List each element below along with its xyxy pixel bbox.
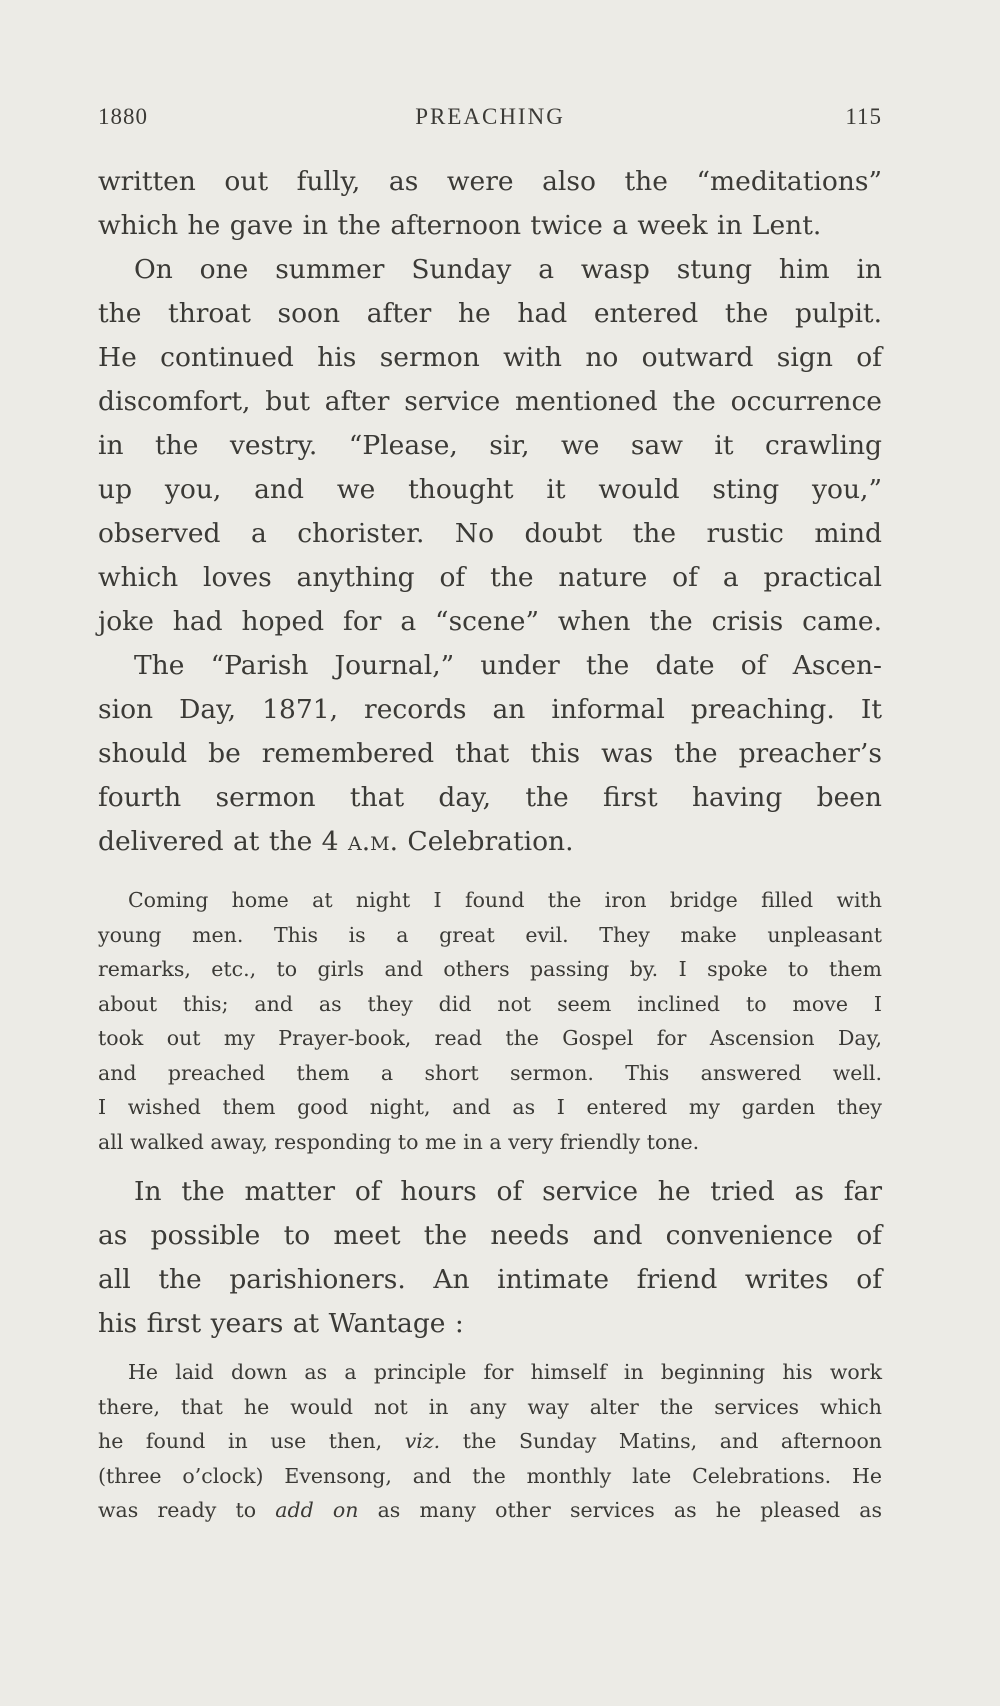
text-line: which he gave in the afternoon twice a week in Lent.	[98, 210, 822, 241]
text-fragment: Celebration.	[398, 826, 574, 857]
quote-line: there, that he would not in any way alter the services which	[98, 1394, 882, 1419]
text-fragment: delivered at the 4	[98, 826, 348, 857]
quote-line: (three o’clock) Evensong, and the monthly late Celebrations. He	[98, 1463, 882, 1488]
quote-line: remarks, etc., to girls and others passing by. I spoke to them	[98, 957, 882, 981]
quote-line: young men. This is a great evil. They make unpleasant	[98, 922, 882, 947]
running-header	[98, 104, 882, 138]
text-line: the throat soon after he had entered the pulpit.	[98, 298, 882, 329]
friend-quote	[98, 1355, 882, 1528]
text-fragment: was ready to	[98, 1498, 276, 1522]
quote-line: took out my Prayer-book, read the Gospel for Ascension Day,	[98, 1026, 882, 1050]
text-line: He continued his sermon with no outward sign of	[98, 342, 882, 373]
italic-text: viz.	[404, 1429, 441, 1453]
text-line: which loves anything of the nature of a practical	[98, 562, 882, 593]
prose-block-2	[98, 1170, 882, 1346]
text-line: In the matter of hours of service he tried as far	[134, 1176, 882, 1207]
quote-line: He laid down as a principle for himself in beginning his work	[128, 1360, 882, 1384]
text-line: should be remembered that this was the preacher’s	[98, 738, 882, 769]
prose-block-1	[98, 160, 882, 864]
text-line: written out fully, as were also the “meditations”	[98, 166, 882, 197]
italic-text: add on	[275, 1498, 359, 1522]
text-line: observed a chorister. No doubt the rustic mind	[98, 518, 882, 549]
page-number: 115	[845, 104, 882, 129]
text-fragment: as many other services as he pleased as	[358, 1498, 883, 1522]
text-fragment: he found in use then,	[98, 1429, 405, 1453]
text-line: sion Day, 1871, records an informal preaching. It	[98, 694, 882, 725]
text-line: The “Parish Journal,” under the date of Ascen-	[134, 650, 882, 681]
text-line: all the parishioners. An intimate friend writes of	[98, 1264, 882, 1295]
text-fragment: the Sunday Matins, and afternoon	[440, 1429, 882, 1453]
text-line: joke had hoped for a “scene” when the crisis came.	[98, 606, 882, 637]
journal-quote	[98, 883, 882, 1159]
quote-line: about this; and as they did not seem inclined to move I	[98, 991, 882, 1016]
text-line: discomfort, but after service mentioned the occurrence	[98, 386, 882, 417]
text-line: up you, and we thought it would sting you,”	[98, 474, 882, 505]
text-line: as possible to meet the needs and convenience of	[98, 1220, 882, 1251]
quote-line	[98, 1424, 882, 1459]
text-line	[98, 820, 882, 864]
time-abbrev: a.m.	[347, 826, 398, 857]
header-title: PREACHING	[415, 104, 565, 129]
header-year: 1880	[98, 104, 148, 129]
text-line: in the vestry. “Please, sir, we saw it crawling	[98, 430, 882, 461]
text-line: fourth sermon that day, the first having been	[98, 782, 882, 813]
quote-line	[98, 1493, 882, 1528]
quote-line: and preached them a short sermon. This answered well.	[98, 1060, 882, 1085]
quote-line: all walked away, responding to me in a very friendly tone.	[98, 1129, 700, 1154]
quote-line: Coming home at night I found the iron bridge filled with	[128, 888, 882, 912]
quote-line: I wished them good night, and as I entered my garden they	[98, 1095, 882, 1119]
text-line: On one summer Sunday a wasp stung him in	[134, 254, 882, 285]
text-line: his first years at Wantage :	[98, 1308, 464, 1339]
